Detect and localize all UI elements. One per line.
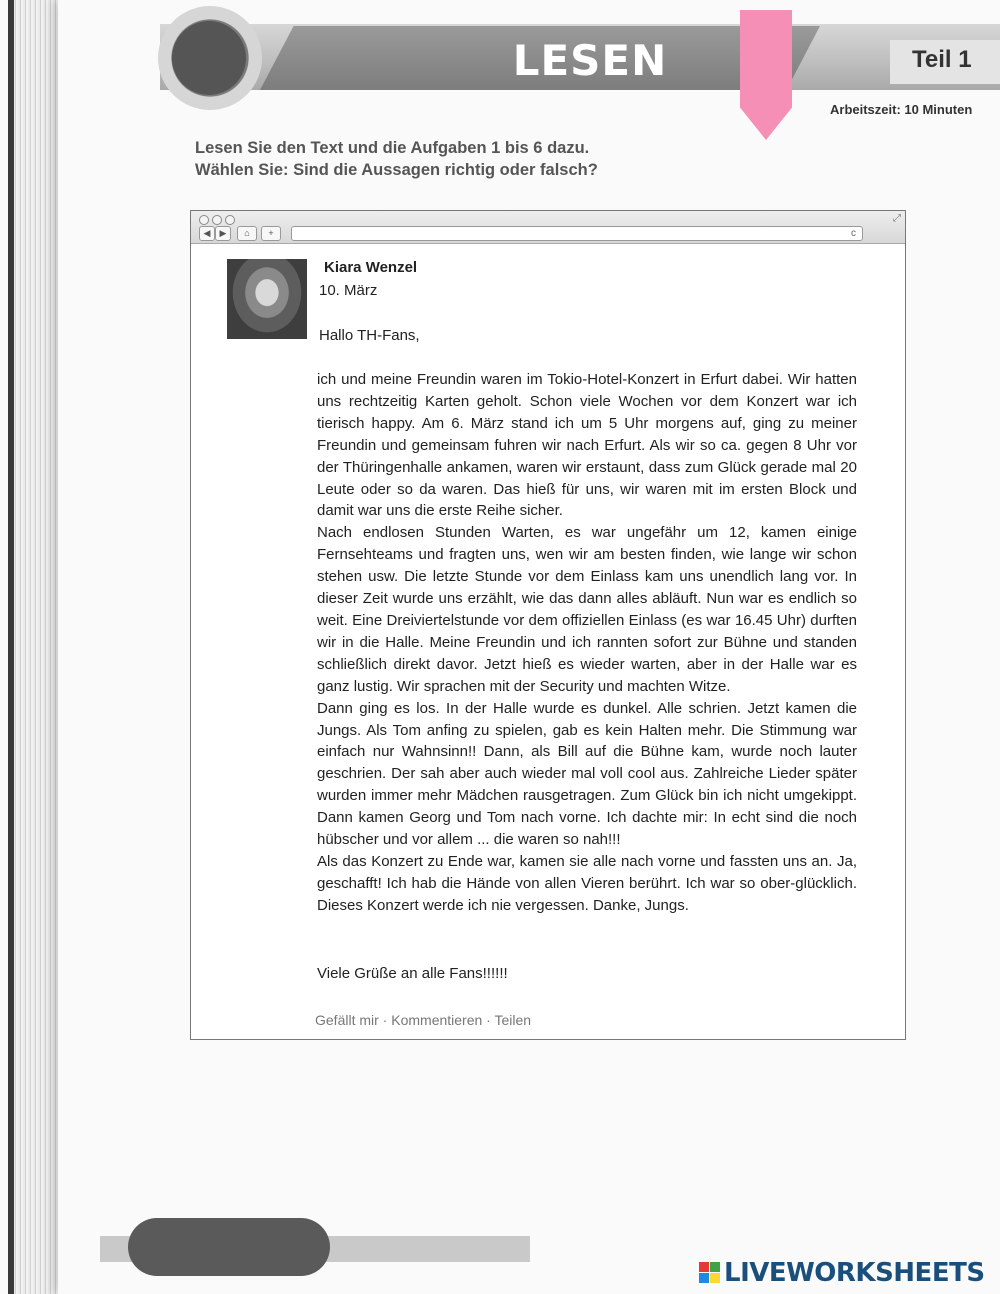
action-separator: · xyxy=(482,1012,495,1028)
logo-square-yellow xyxy=(710,1273,720,1283)
share-link[interactable]: Teilen xyxy=(494,1012,532,1028)
post-date: 10. März xyxy=(319,282,378,299)
logo-square-blue xyxy=(699,1273,709,1283)
logo-square-red xyxy=(699,1262,709,1272)
author-name: Kiara Wenzel xyxy=(324,259,418,276)
comment-link[interactable]: Kommentieren xyxy=(391,1012,483,1028)
brand-name: LIVEWORKSHEETS xyxy=(724,1258,985,1288)
fullscreen-icon[interactable]: ⤢ xyxy=(893,213,901,224)
browser-toolbar xyxy=(191,211,905,244)
post-paragraph: Nach endlosen Stunden Warten, es war ungefähr um 12, kamen einige Fernsehteams und fragten uns, wen wir am besten finden, wie lange wir schon stehen usw. Die letzte Stunde vor dem Einlass kam uns unendlich lang vor. In dieser Zeit wurde uns erzählt, wie das dann alles abläuft. Nun war es endlich so weit. Eine Dreiviertelstunde vor dem offiziellen Einlass (es war 16.45 Uhr) durften wir in die Halle. Meine Freundin und ich rannten sofort zur Bühne und standen schließlich direkt davor. Jetzt hieß es wieder warten, aber in der Halle war es ganz lustig. Wir sprachen mit der Security und machten Witze. xyxy=(317,524,857,695)
liveworksheets-logo-icon xyxy=(699,1262,721,1284)
instruction-line-1: Lesen Sie den Text und die Aufgaben 1 bis 6 dazu. xyxy=(195,139,590,157)
logo-square-green xyxy=(710,1262,720,1272)
minimize-window-icon[interactable] xyxy=(212,215,222,225)
task-instruction xyxy=(195,137,598,181)
back-button[interactable]: ◀ xyxy=(199,226,215,241)
reload-icon[interactable]: c xyxy=(851,228,856,239)
address-bar[interactable] xyxy=(291,226,863,241)
section-title: LESEN xyxy=(512,36,668,85)
add-bookmark-button[interactable]: + xyxy=(261,226,281,241)
like-link[interactable]: Gefällt mir xyxy=(315,1012,379,1028)
post-body xyxy=(317,369,857,917)
browser-window xyxy=(190,210,906,1040)
instruction-line-2: Wählen Sie: Sind die Aussagen richtig oder falsch? xyxy=(195,161,598,179)
redacted-number-circle xyxy=(172,21,246,95)
action-separator: · xyxy=(378,1012,392,1028)
post-paragraph: ich und meine Freundin waren im Tokio-Hotel-Konzert in Erfurt dabei. Wir hatten uns rechtzeitig Karten geholt. Schon viele Wochen vor dem Konzert war ich tierisch happy. Am 6. März stand ich um 5 Uhr morgens auf, ging zu meiner Freundin und gemeinsam fuhren wir nach Erfurt. Als wir so ca. gegen 8 Uhr vor der Thüringenhalle ankamen, waren wir erstaunt, dass zum Glück gerade mal 20 Leute oder so da waren. Das hieß für uns, wir waren mit im ersten Block und damit war uns die erste Reihe sicher. xyxy=(317,371,857,520)
forward-button[interactable]: ▶ xyxy=(215,226,231,241)
home-button[interactable]: ⌂ xyxy=(237,226,257,241)
post-paragraph: Als das Konzert zu Ende war, kamen sie alle nach vorne und fassten uns an. Ja, geschafft! Ich hab die Hände von allen Vieren berührt. Ich war so ober-glücklich. Dieses Konzert werde ich nie vergessen. Danke, Jungs. xyxy=(317,852,857,914)
post-greeting: Hallo TH-Fans, xyxy=(319,327,420,344)
part-label: Teil 1 xyxy=(912,46,972,73)
close-window-icon[interactable] xyxy=(199,215,209,225)
post-paragraph: Dann ging es los. In der Halle wurde es dunkel. Alle schrien. Jetzt kamen die Jungs. Als Tom anfing zu spielen, gab es kein Halten mehr. Die Stimmung war einfach nur Wahnsinn!! Dann, als Bill auf die Bühne kam, wurde noch lauter geschrien. Der sah aber auch wieder mal voll cool aus. Zahlreiche Lieder später wurden immer mehr Mädchen rausgetragen. Zum Glück bin ich nicht umgekippt. Dann kamen Georg und Tom nach vorne. Ich dachte mir: In echt sind die noch hübscher und vor allem ... die waren so nah!!! xyxy=(317,699,857,849)
post-actions xyxy=(315,1012,531,1028)
work-time-label: Arbeitszeit: 10 Minuten xyxy=(830,102,973,117)
maximize-window-icon[interactable] xyxy=(225,215,235,225)
author-avatar xyxy=(227,259,307,339)
post-signoff: Viele Grüße an alle Fans!!!!!! xyxy=(317,965,508,982)
redacted-page-number xyxy=(128,1218,330,1276)
